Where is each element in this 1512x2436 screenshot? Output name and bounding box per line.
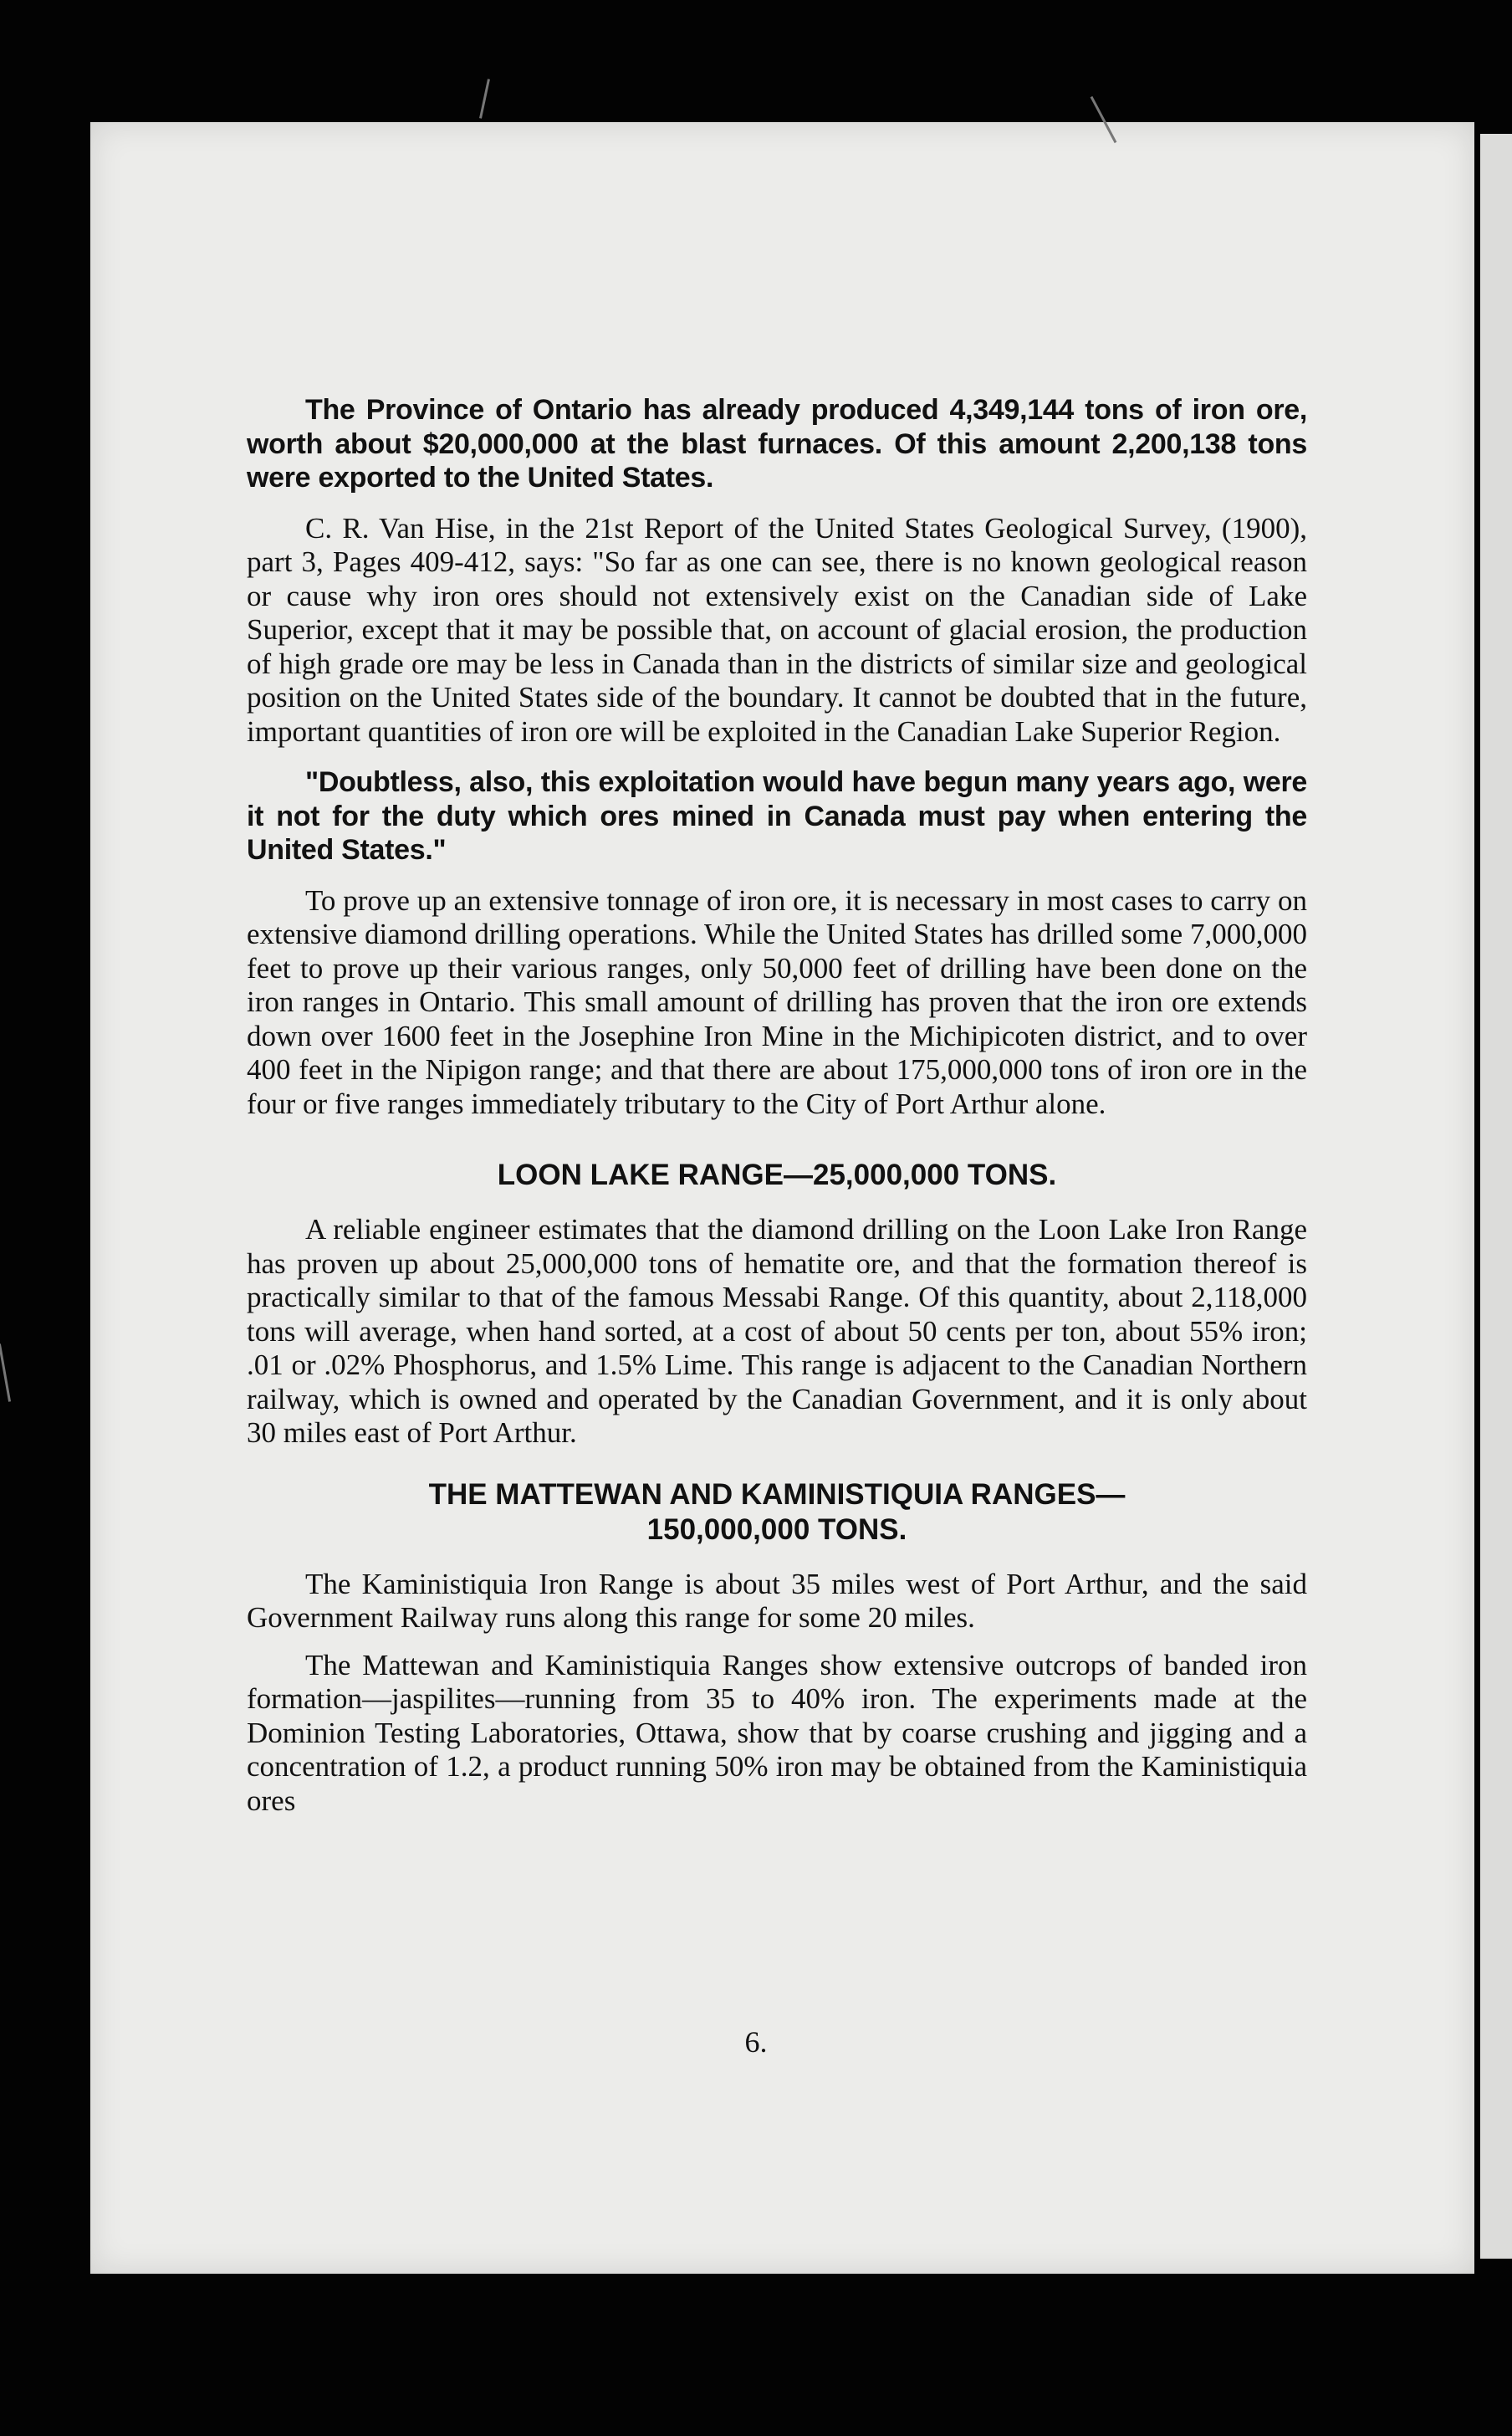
page-number: 6. bbox=[744, 2025, 768, 2059]
paragraph-ontario-production: The Province of Ontario has already produced 4,349,144 tons of iron ore, worth about $20,000,000 at the blast furnaces. Of this amount 2,200,138 tons were exported to the United States. bbox=[247, 394, 1307, 494]
paragraph-kaministiquia-range: The Kaministiquia Iron Range is about 35 miles west of Port Arthur, and the said Government Railway runs along this range for some 20 miles. bbox=[247, 1567, 1307, 1634]
next-page-edge bbox=[1480, 134, 1512, 2259]
paragraph-diamond-drilling: To prove up an extensive tonnage of iron ore, it is necessary in most cases to carry on extensive diamond drilling operations. While the United States has drilled some 7,000,000 feet to prove up their various ranges, only 50,000 feet of drilling have been done on the iron ranges in Ontario. This small amount of drilling has proven that the iron ore extends down over 1600 feet in the Josephine Iron Mine in the Michipicoten district, and to over 400 feet in the Nipigon range; and that there are about 175,000,000 tons of iron ore in the four or five ranges immediately tributary to the City of Port Arthur alone. bbox=[247, 883, 1307, 1120]
paragraph-doubtless-quote: "Doubtless, also, this exploitation would have begun many years ago, were it not for the duty which ores mined in Canada must pay when entering the United States." bbox=[247, 766, 1307, 866]
paragraph-mattewan-outcrops: The Mattewan and Kaministiquia Ranges show extensive outcrops of banded iron formation—jaspilites—running from 35 to 40% iron. The experiments made at the Dominion Testing Laboratories, Ottawa, show that by coarse crushing and jigging and a concentration of 1.2, a product running 50% iron may be obtained from the Kaministiquia ores bbox=[247, 1648, 1307, 1817]
heading-line-1: THE MATTEWAN AND KAMINISTIQUIA RANGES— bbox=[428, 1477, 1126, 1511]
paragraph-van-hise-quote: C. R. Van Hise, in the 21st Report of the United States Geological Survey, (1900), part 3, Pages 409-412, says: "So far as one can see, there is no known geological reason or cause why iron ores should not extensively exist on the Canadian side of Lake Superior, except that it may be possible that, on account of glacial erosion, the production of high grade ore may be less in Canada than in the districts of similar size and geological position on the United States side of the boundary. It cannot be doubted that in the future, important quantities of iron ore will be exploited in the Canadian Lake Superior Region. bbox=[247, 511, 1307, 748]
heading-loon-lake-range: LOON LAKE RANGE—25,000,000 TONS. bbox=[497, 1159, 1057, 1191]
heading-line-2: 150,000,000 TONS. bbox=[646, 1512, 907, 1546]
scan-artifact bbox=[479, 79, 490, 119]
scan-artifact bbox=[0, 1343, 11, 1401]
paragraph-loon-lake: A reliable engineer estimates that the diamond drilling on the Loon Lake Iron Range has proven up about 25,000,000 tons of hematite ore, and that the formation thereof is practically similar to that of the famous Messabi Range. Of this quantity, about 2,118,000 tons will average, when hand sorted, at a cost of about 50 cents per ton, about 55% iron; .01 or .02% Phosphorus, and 1.5% Lime. This range is adjacent to the Canadian Northern railway, which is owned and operated by the Canadian Government, and it is only about 30 miles east of Port Arthur. bbox=[247, 1213, 1307, 1449]
heading-mattewan-kaministiquia bbox=[247, 1477, 1307, 1548]
document-body bbox=[247, 393, 1307, 1818]
